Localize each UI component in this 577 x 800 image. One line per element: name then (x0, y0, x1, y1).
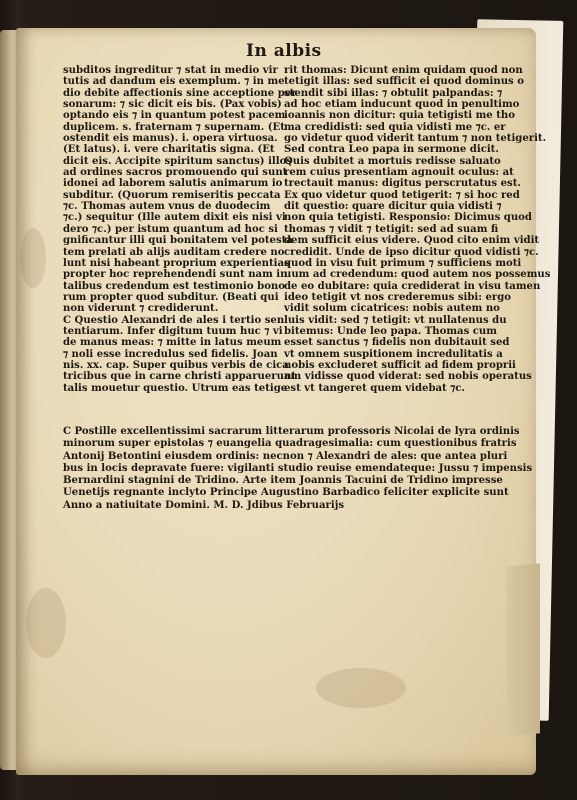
page-stain (316, 668, 406, 708)
text-line: dit questio: quare dicitur quia vidisti ⁊ (284, 201, 502, 213)
text-line: ostendit eis manus). i. opera virtuosa. (63, 133, 278, 145)
text-line: ⁊c.) sequitur (Ille autem dixit eis nisi vi (63, 212, 286, 224)
text-line: bitemus: Unde leo papa. Thomas cum (284, 325, 497, 337)
colophon-line: minorum super epistolas ⁊ euangelia quadragesimalia: cum questionibus fratris (63, 438, 517, 450)
page-torn-edge (506, 563, 540, 737)
text-line: dem sufficit eius videre. Quod cito enim vidit (284, 235, 540, 247)
text-line: rem cuius presentiam agnouit oculus: at (284, 167, 514, 179)
text-line: quod in visu fuit primum ⁊ sufficiens moti (284, 257, 522, 269)
text-line: dero ⁊c.) per istum quantum ad hoc si (63, 223, 278, 235)
text-line: idonei ad laborem salutis animarum io (63, 178, 283, 190)
text-line: C Questio Alexandri de ales i tertio sen (63, 314, 285, 326)
text-line: dio debite affectionis sine acceptione per (63, 87, 297, 99)
text-line: stendit sibi illas: ⁊ obtulit palpandas: ⁊ (284, 87, 503, 99)
text-line: non quia tetigisti. Responsio: Dicimus quod (284, 212, 532, 224)
text-line: trectauit manus: digitus perscrutatus est. (284, 178, 521, 190)
text-line: nis. xx. cap. Super quibus verbis de cica (63, 359, 289, 371)
text-line: rum propter quod subditur. (Beati qui (63, 291, 279, 303)
text-line: vidit solum cicatrices: nobis autem no (284, 303, 500, 315)
text-line: nobis excluderet sufficit ad fidem proprii (284, 359, 516, 371)
text-line: ad ordines sacros promouendo qui sunt (63, 167, 288, 179)
text-line: credidit. Unde de ipso dicitur quod vidisti ⁊c. (284, 246, 539, 258)
colophon-line: bus in locis depravate fuere: vigilanti studio reuise emendateque: Jussu ⁊ impensis (63, 462, 533, 474)
colophon-line: Anno a natiuitate Domini. M. D. Jdibus Februarijs (63, 499, 345, 511)
text-line: optando eis ⁊ in quantum potest pacem (63, 110, 286, 122)
text-line: est vt tangeret quem videbat ⁊c. (284, 382, 465, 394)
text-line: tetigit illas: sed sufficit ei quod dominus o (284, 76, 524, 88)
text-line: ideo tetigit vt nos crederemus sibi: ergo (284, 291, 512, 303)
colophon-line: Antonij Betontini eiusdem ordinis: necnon ⁊ Alexandri de ales: que antea pluri (63, 450, 508, 462)
colophon (63, 426, 533, 512)
text-line: sonarum: ⁊ sic dicit eis bis. (Pax vobis) (63, 99, 282, 111)
text-line: propter hoc reprehendendi sunt nam in (63, 269, 288, 281)
text-line: gnificantur illi qui bonitatem vel potesta (63, 235, 293, 247)
text-line: go videtur quod viderit tantum ⁊ non tetigerit. (284, 133, 547, 145)
text-line: luis vidit: sed ⁊ tetigit: vt nullatenus du (284, 314, 507, 326)
text-line: esset sanctus ⁊ fidelis non dubitauit sed (284, 337, 510, 349)
text-line: thomas ⁊ vidit ⁊ tetigit: sed ad suam fi (284, 223, 499, 235)
right-text-column (284, 65, 551, 394)
text-line: talibus credendum est testimonio bono (63, 280, 285, 292)
text-line: ioannis non dicitur: quia tetigisti me tho (284, 110, 515, 122)
colophon-line: Bernardini stagnini de Tridino. Arte item Joannis Tacuini de Tridino impresse (63, 475, 503, 487)
text-line: vt omnem suspitionem incredulitatis a (284, 348, 503, 360)
text-line: duplicem. s. fraternam ⁊ supernam. (Et (63, 121, 285, 133)
text-line: talis mouetur questio. Utrum eas tetige (63, 382, 288, 394)
text-line: ⁊ noli esse incredulus sed fidelis. Joan (63, 348, 278, 360)
text-line: tem prelati ab alijs auditam credere no (63, 246, 285, 258)
text-line: de manus meas: ⁊ mitte in latus meum (63, 337, 282, 349)
text-line: subditur. (Quorum remiseritis peccata (63, 189, 281, 201)
text-line: non viderunt ⁊ crediderunt. (63, 303, 219, 315)
text-line: lunt nisi habeant proprium experientias (63, 257, 290, 269)
text-line: ma credidisti: sed quia vidisti me ⁊c. er (284, 121, 506, 133)
text-line: dicit eis. Accipite spiritum sanctus) illos (63, 155, 292, 167)
text-line: Sed contra Leo papa in sermone dicit. (284, 144, 499, 156)
text-line: de eo dubitare: quia crediderat in visu tamen (284, 280, 541, 292)
text-line: tricibus que in carne christi apparuerunt (63, 371, 296, 383)
running-header: In albis (246, 41, 322, 61)
colophon-line: Uenetijs regnante inclyto Principe Augustino Barbadico feliciter explicite sunt (63, 487, 509, 499)
page-stain (20, 228, 46, 288)
text-line: ⁊c. Thomas autem vnus de duodecim (63, 201, 271, 213)
text-line: Ex quo videtur quod tetigerit: ⁊ si hoc red (284, 189, 520, 201)
text-line: (Et latus). i. vere charitatis signa. (Et (63, 144, 275, 156)
text-line: ad hoc etiam inducunt quod in penultimo (284, 99, 520, 111)
text-line: Quis dubitet a mortuis redisse saluato (284, 155, 501, 167)
text-line: rit thomas: Dicunt enim quidam quod non (284, 65, 523, 76)
page-stain (26, 588, 66, 658)
text-line: subditos ingreditur ⁊ stat in medio vir (63, 65, 278, 76)
text-line: tentiarum. Infer digitum tuum huc ⁊ vi (63, 325, 283, 337)
left-text-column (63, 65, 297, 394)
colophon-line: C Postille excellentissimi sacrarum litterarum professoris Nicolai de lyra ordinis (63, 426, 520, 437)
text-line: tutis ad dandum eis exemplum. ⁊ in me (63, 76, 285, 88)
text-line: am vidisse quod viderat: sed nobis operatus (284, 371, 532, 383)
text-line: uum ad credendum: quod autem nos possemus (284, 269, 551, 281)
